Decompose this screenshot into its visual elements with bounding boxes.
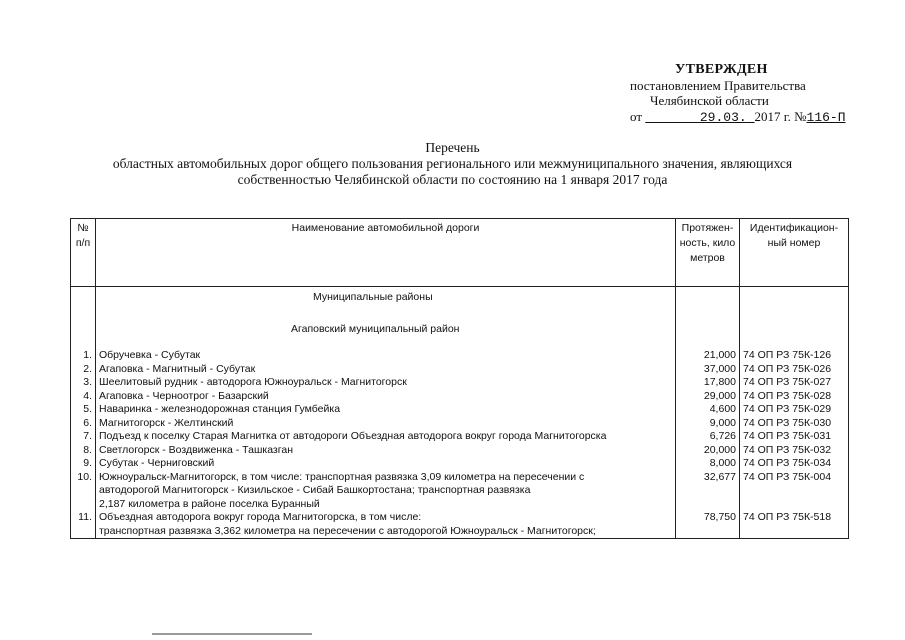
road-length: 21,000 xyxy=(676,349,740,363)
district-label: Агаповский муниципальный район xyxy=(96,323,676,349)
road-name xyxy=(96,390,676,404)
header-number: № п/п xyxy=(71,219,96,287)
approval-line-2: Челябинской области xyxy=(650,93,769,108)
district-row xyxy=(71,323,849,349)
table-row xyxy=(71,390,849,404)
road-name xyxy=(96,511,676,539)
road-name-line: 2,187 километра в районе поселка Буранный xyxy=(99,497,320,510)
document-number: 116-П xyxy=(806,110,846,125)
row-number: 10. xyxy=(71,471,96,512)
road-name xyxy=(96,417,676,431)
date-value: 29.03. xyxy=(699,110,747,125)
scan-artifact xyxy=(152,633,312,635)
road-name xyxy=(96,363,676,377)
road-length: 20,000 xyxy=(676,444,740,458)
heading-line-2: областных автомобильных дорог общего пользования регионального или межмуниципального значения, являющихся xyxy=(112,156,793,171)
road-name-line: Южноуральск-Магнитогорск, в том числе: транспортная развязка 3,09 километра на пересечении с xyxy=(99,470,585,483)
number-prefix: № xyxy=(794,109,807,124)
roads-table xyxy=(70,218,849,539)
group-row xyxy=(71,287,849,324)
road-name-line: транспортная развязка 3,362 километра на пересечении с автодорогой Южноуральск - Магнитогорск; xyxy=(99,524,596,537)
road-id: 74 ОП РЗ 75К-518 xyxy=(740,511,849,539)
table-row xyxy=(71,417,849,431)
road-length: 78,750 xyxy=(676,511,740,539)
row-number: 6. xyxy=(71,417,96,431)
table-row xyxy=(71,363,849,377)
road-length: 4,600 xyxy=(676,403,740,417)
road-name-line: Светлогорск - Воздвиженка - Ташказган xyxy=(99,443,293,456)
road-id: 74 ОП РЗ 75К-029 xyxy=(740,403,849,417)
group-label: Муниципальные районы xyxy=(96,287,676,324)
row-number: 3. xyxy=(71,376,96,390)
row-number: 5. xyxy=(71,403,96,417)
road-name xyxy=(96,457,676,471)
row-number: 8. xyxy=(71,444,96,458)
road-name xyxy=(96,376,676,390)
road-id: 74 ОП РЗ 75К-026 xyxy=(740,363,849,377)
row-number: 9. xyxy=(71,457,96,471)
road-id: 74 ОП РЗ 75К-028 xyxy=(740,390,849,404)
approval-line-1: постановлением Правительства xyxy=(630,78,806,93)
approval-date-line xyxy=(630,109,846,125)
road-id: 74 ОП РЗ 75К-031 xyxy=(740,430,849,444)
table-row xyxy=(71,511,849,539)
road-name-line: автодорогой Магнитогорск - Кизильское - Сибай Башкортостана; транспортная развязка xyxy=(99,484,531,496)
road-id: 74 ОП РЗ 75К-126 xyxy=(740,349,849,363)
road-name-line: Агаповка - Черноотрог - Базарский xyxy=(99,389,269,402)
header-id: Идентификацион- ный номер xyxy=(740,219,849,287)
date-prefix: от xyxy=(630,109,643,124)
road-name-line: Обручевка - Субутак xyxy=(99,349,201,361)
table-row xyxy=(71,430,849,444)
table-row xyxy=(71,403,849,417)
row-number: 11. xyxy=(71,511,96,539)
road-length: 29,000 xyxy=(676,390,740,404)
table-header-row xyxy=(71,219,849,287)
road-name-line: Подъезд к поселку Старая Магнитка от автодороги Объездная автодорога вокруг города Магнитогорска xyxy=(99,430,607,442)
road-length: 9,000 xyxy=(676,417,740,431)
road-name-line: Объездная автодорога вокруг города Магнитогорска, в том числе: xyxy=(99,511,422,523)
road-name-line: Агаповка - Магнитный - Субутак xyxy=(99,362,256,375)
road-name xyxy=(96,471,676,512)
road-length: 8,000 xyxy=(676,457,740,471)
road-name-line: Наваринка - железнодорожная станция Гумбейка xyxy=(99,403,341,415)
table-row xyxy=(71,444,849,458)
road-id: 74 ОП РЗ 75К-027 xyxy=(740,376,849,390)
heading-title: Перечень xyxy=(425,140,480,155)
header-length: Протяжен- ность, кило метров xyxy=(676,219,740,287)
road-name xyxy=(96,444,676,458)
heading-line-3: собственностью Челябинской области по состоянию на 1 января 2017 года xyxy=(237,172,668,187)
road-id: 74 ОП РЗ 75К-034 xyxy=(740,457,849,471)
road-length: 32,677 xyxy=(676,471,740,512)
header-name: Наименование автомобильной дороги xyxy=(96,219,676,287)
road-name-line: Субутак - Черниговский xyxy=(99,457,215,469)
road-id: 74 ОП РЗ 75К-004 xyxy=(740,471,849,512)
document-heading xyxy=(0,140,905,188)
road-id: 74 ОП РЗ 75К-030 xyxy=(740,417,849,431)
table-row xyxy=(71,376,849,390)
row-number: 7. xyxy=(71,430,96,444)
road-name-line: Магнитогорск - Желтинский xyxy=(99,416,234,429)
approval-title: УТВЕРЖДЕН xyxy=(675,62,768,77)
road-name xyxy=(96,403,676,417)
road-id: 74 ОП РЗ 75К-032 xyxy=(740,444,849,458)
table-row xyxy=(71,349,849,363)
road-name xyxy=(96,349,676,363)
road-name-line: Шеелитовый рудник - автодорога Южноуральск - Магнитогорск xyxy=(99,376,407,388)
row-number: 1. xyxy=(71,349,96,363)
road-name xyxy=(96,430,676,444)
table-row xyxy=(71,471,849,512)
row-number: 2. xyxy=(71,363,96,377)
date-year: 2017 г. xyxy=(754,109,791,124)
row-number: 4. xyxy=(71,390,96,404)
road-length: 6,726 xyxy=(676,430,740,444)
table-row xyxy=(71,457,849,471)
road-length: 37,000 xyxy=(676,363,740,377)
road-length: 17,800 xyxy=(676,376,740,390)
